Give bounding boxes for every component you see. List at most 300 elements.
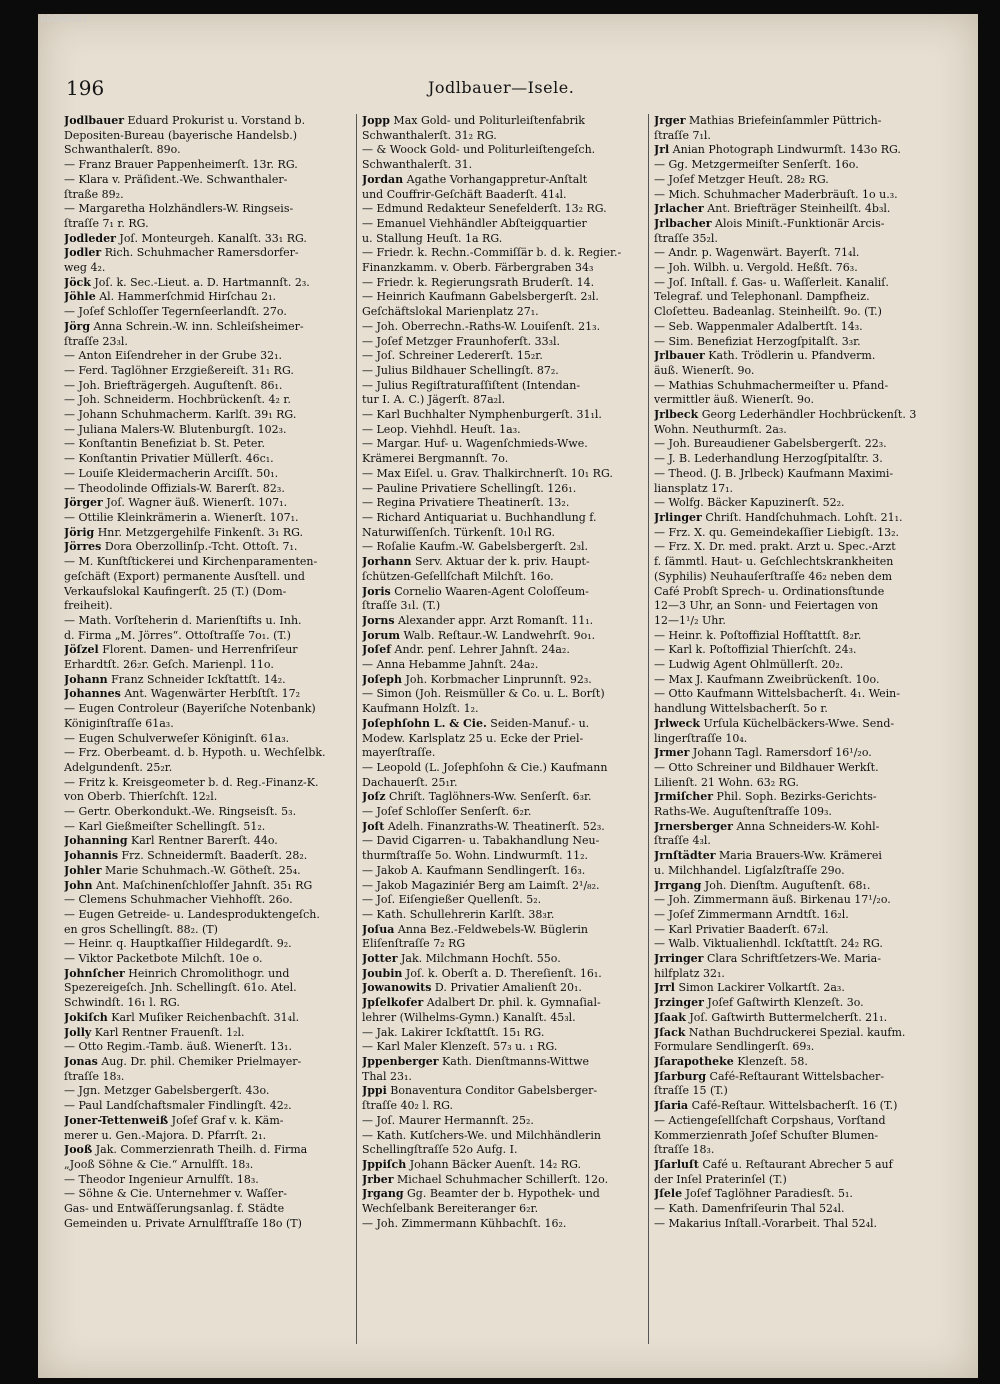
directory-line xyxy=(654,805,938,820)
entry-text: — Gertr. Oberkondukt.-We. Ringseisſt. 5₃. xyxy=(64,805,297,819)
directory-line xyxy=(362,643,646,658)
running-head: Jodlbauer—Isele. xyxy=(428,78,575,97)
directory-line xyxy=(654,158,938,173)
directory-line xyxy=(362,967,646,982)
entry-text: — Heinr. q. Hauptkaſſier Hildegardſt. 9₂. xyxy=(64,937,292,951)
entry-surname: Jrmer xyxy=(654,746,690,760)
directory-line xyxy=(362,555,646,570)
directory-line xyxy=(654,129,938,144)
directory-line xyxy=(362,114,646,129)
entry-text: Georg Lederhändler Hochbrückenſt. 3 xyxy=(698,408,917,422)
entry-text: mayerſtraſſe. xyxy=(362,746,436,760)
entry-text: — J. B. Lederhandlung Herzogſpitalſtr. 3. xyxy=(654,452,883,466)
directory-line xyxy=(362,1202,646,1217)
entry-surname: Johann xyxy=(64,672,108,686)
entry-text: — Margar. Huf- u. Wagenſchmieds-Wwe. xyxy=(362,437,588,451)
directory-line xyxy=(64,834,348,849)
directory-line xyxy=(654,1143,938,1158)
directory-line xyxy=(654,1026,938,1041)
entry-text: Walb. Reſtaur.-W. Landwehrſt. 9o₁. xyxy=(399,628,596,642)
directory-line xyxy=(654,1129,938,1144)
directory-line xyxy=(64,717,348,732)
directory-line xyxy=(654,1084,938,1099)
directory-line xyxy=(362,570,646,585)
directory-line xyxy=(64,585,348,600)
directory-line xyxy=(64,467,348,482)
directory-line xyxy=(654,143,938,158)
entry-text: von Oberb. Thierſchſt. 12₂l. xyxy=(64,790,218,804)
directory-line xyxy=(362,732,646,747)
entry-text: — Gg. Metzgermeiſter Senſerſt. 16o. xyxy=(654,158,859,172)
directory-line xyxy=(362,923,646,938)
entry-text: freiheit). xyxy=(64,599,113,613)
entry-text: — Otto Schreiner und Bildhauer Werkſt. xyxy=(654,760,879,774)
directory-line xyxy=(362,129,646,144)
directory-line xyxy=(654,1202,938,1217)
directory-line xyxy=(654,246,938,261)
entry-surname: Joſephſohn L. & Cie. xyxy=(362,716,487,730)
directory-column-3 xyxy=(654,114,938,1231)
directory-line xyxy=(64,1129,348,1144)
directory-line xyxy=(64,335,348,350)
directory-line xyxy=(64,393,348,408)
directory-line xyxy=(64,1114,348,1129)
entry-surname: Johler xyxy=(64,863,102,877)
directory-line xyxy=(362,761,646,776)
entry-text: — Joh. Oberrechn.-Raths-W. Louiſenſt. 21₃. xyxy=(362,319,601,333)
directory-line xyxy=(64,1011,348,1026)
directory-line xyxy=(654,717,938,732)
directory-line xyxy=(654,599,938,614)
directory-line xyxy=(654,981,938,996)
entry-text: lehrer (Wilhelms-Gymn.) Kanalſt. 45₃l. xyxy=(362,1010,576,1024)
entry-text: — Jakob Magaziniér Berg am Laimſt. 2¹/₈₂. xyxy=(362,878,600,892)
entry-text: — Theodor Ingenieur Arnulfſt. 18₃. xyxy=(64,1172,259,1186)
entry-text: Gas- und Entwäſſerungsanlag. f. Städte xyxy=(64,1202,285,1216)
entry-text: — Max J. Kaufmann Zweibrückenſt. 10o. xyxy=(654,672,880,686)
directory-line xyxy=(64,143,348,158)
directory-line xyxy=(64,820,348,835)
entry-surname: Jokiſch xyxy=(64,1010,108,1024)
directory-line xyxy=(64,673,348,688)
entry-text: — Joſ. Maurer Hermannſt. 25₂. xyxy=(362,1113,534,1127)
directory-line xyxy=(654,879,938,894)
directory-column-2 xyxy=(362,114,646,1231)
directory-line xyxy=(362,717,646,732)
entry-text: Café-Reſtaurant Wittelsbacher- xyxy=(706,1069,885,1083)
entry-text: und Couffrir-Geſchäft Baaderſt. 41₄l. xyxy=(362,187,567,201)
directory-line xyxy=(64,423,348,438)
directory-line xyxy=(654,437,938,452)
directory-line xyxy=(64,776,348,791)
entry-text: Schwindſt. 16₁ l. RG. xyxy=(64,996,180,1010)
entry-text: Nathan Buchdruckerei Spezial. kaufm. xyxy=(685,1025,906,1039)
entry-text: — Ludwig Agent Ohlmüllerſt. 20₂. xyxy=(654,658,844,672)
entry-text: Serv. Aktuar der k. priv. Haupt- xyxy=(411,555,590,569)
directory-line xyxy=(654,1055,938,1070)
entry-text: — Heinr. k. Poſtoffizial Hofſtattſt. 8₂r. xyxy=(654,628,862,642)
entry-text: — Theodolinde Offizials-W. Barerſt. 82₃. xyxy=(64,481,285,495)
directory-line xyxy=(654,761,938,776)
entry-surname: Johnſcher xyxy=(64,966,125,980)
entry-text: Joſef Taglöhner Paradiesſt. 5₁. xyxy=(682,1187,853,1201)
directory-line xyxy=(64,188,348,203)
entry-text: Lilienſt. 21 Wohn. 63₂ RG. xyxy=(654,775,799,789)
directory-line xyxy=(362,261,646,276)
directory-line xyxy=(64,1099,348,1114)
directory-line xyxy=(362,952,646,967)
directory-line xyxy=(64,879,348,894)
entry-text: Rich. Schuhmacher Ramersdorfer- xyxy=(101,246,299,260)
entry-text: Urſula Küchelbäckers-Wwe. Send- xyxy=(699,716,895,730)
entry-text: Kath. Trödlerin u. Pfandverm. xyxy=(704,349,876,363)
directory-line xyxy=(654,496,938,511)
entry-text: — Max Eiſel. u. Grav. Thalkirchnerſt. 10₁ RG. xyxy=(362,466,613,480)
entry-text: Königinſtraſſe 61a₃. xyxy=(64,716,174,730)
directory-line xyxy=(362,1129,646,1144)
entry-text: Joh. Korbmacher Linprunnſt. 92₃. xyxy=(401,672,592,686)
entry-text: Schellingſtraſſe 52o Aufg. I. xyxy=(362,1143,518,1157)
directory-line xyxy=(654,540,938,555)
directory-line xyxy=(654,849,938,864)
entry-text: Alexander appr. Arzt Romanſt. 11₁. xyxy=(394,613,594,627)
directory-line xyxy=(64,923,348,938)
directory-line xyxy=(64,981,348,996)
directory-line xyxy=(64,996,348,1011)
entry-text: Modew. Karlsplatz 25 u. Ecke der Priel- xyxy=(362,731,584,745)
entry-text: Maria Brauers-Ww. Krämerei xyxy=(715,849,882,863)
entry-text: Joh. Dienſtm. Auguſtenſt. 68₁. xyxy=(701,878,871,892)
entry-surname: Jſarburg xyxy=(654,1069,707,1083)
directory-line xyxy=(654,1158,938,1173)
entry-text: — Julius Regiſtraturaſſiſtent (Intendan- xyxy=(362,378,581,392)
entry-text: „Jooß Söhne & Cie.“ Arnulfſt. 18₃. xyxy=(64,1157,254,1171)
directory-line xyxy=(362,702,646,717)
entry-text: — Kath. Schullehrerin Karlſt. 38₃r. xyxy=(362,907,555,921)
entry-text: — Regina Privatiere Theatinerſt. 13₂. xyxy=(362,496,570,510)
entry-text: — Frz. X. qu. Gemeindekaſſier Liebigſt. 13₂. xyxy=(654,525,899,539)
entry-text: — Anna Hebamme Jahnſt. 24a₂. xyxy=(362,658,539,672)
directory-line xyxy=(362,379,646,394)
directory-line xyxy=(362,1055,646,1070)
entry-text: Geſchäftslokal Marienplatz 27₁. xyxy=(362,305,539,319)
directory-line xyxy=(362,937,646,952)
entry-surname: Jörig xyxy=(64,525,95,539)
directory-line xyxy=(362,1173,646,1188)
directory-line xyxy=(654,379,938,394)
entry-text: en gros Schellingſt. 88₂. (T) xyxy=(64,922,218,936)
directory-line xyxy=(64,217,348,232)
directory-line xyxy=(654,202,938,217)
directory-line xyxy=(64,320,348,335)
entry-text: ſtraſſe 15 (T.) xyxy=(654,1084,728,1098)
entry-surname: Joris xyxy=(362,584,391,598)
entry-text: ſtraße 89₂. xyxy=(64,187,124,201)
entry-text: ſtraſſe 18₃. xyxy=(64,1069,125,1083)
entry-text: Heinrich Chromolithogr. und xyxy=(124,966,290,980)
entry-surname: Jrger xyxy=(654,114,686,127)
entry-text: Anna Schrein.-W. inn. Schleiſsheimer- xyxy=(90,319,304,333)
directory-line xyxy=(362,599,646,614)
page-number: 196 xyxy=(66,76,105,100)
entry-text: Telegraf. und Telephonanl. Dampfheiz. xyxy=(654,290,870,304)
directory-line xyxy=(654,732,938,747)
directory-line xyxy=(654,643,938,658)
entry-surname: Jppenberger xyxy=(362,1055,439,1068)
directory-line xyxy=(362,393,646,408)
entry-text: der Inſel Praterinſel (T.) xyxy=(654,1172,787,1186)
entry-text: Bonaventura Conditor Gabelsberger- xyxy=(386,1084,598,1098)
directory-line xyxy=(64,952,348,967)
directory-line xyxy=(362,1040,646,1055)
entry-surname: Jrnersberger xyxy=(654,819,733,833)
directory-line xyxy=(654,996,938,1011)
entry-text: Ant. Wagenwärter Herbſtſt. 17₂ xyxy=(120,687,301,701)
directory-line xyxy=(64,173,348,188)
entry-text: — Joh. Zimmermann Kühbachſt. 16₂. xyxy=(362,1216,567,1230)
entry-surname: Johannis xyxy=(64,849,119,863)
entry-surname: Jrlbacher xyxy=(654,216,712,230)
directory-line xyxy=(64,482,348,497)
directory-line xyxy=(362,173,646,188)
entry-text: — Joſ. Inſtall. f. Gas- u. Waſſerleit. Kanaliſ. xyxy=(654,275,889,289)
entry-text: — Simon (Joh. Reismüller & Co. u. L. Borſt) xyxy=(362,687,605,701)
entry-surname: Jörres xyxy=(64,540,102,554)
entry-text: — Friedr. k. Rechn.-Commiſſär b. d. k. Regier.- xyxy=(362,246,622,260)
entry-text: Anna Schneiders-W. Kohl- xyxy=(732,819,880,833)
entry-text: Cloſetteu. Badeanlag. Steinheilſt. 9o. (T.) xyxy=(654,305,882,319)
entry-text: — Friedr. k. Regierungsrath Bruderſt. 14. xyxy=(362,275,595,289)
book-page xyxy=(38,14,978,1378)
directory-line xyxy=(654,570,938,585)
entry-text: — Wolfg. Bäcker Kapuzinerſt. 52₂. xyxy=(654,496,845,510)
entry-text: Seiden-Manuf.- u. xyxy=(486,716,590,730)
entry-text: — Joh. Briefträgergeh. Auguſtenſt. 86₁. xyxy=(64,378,283,392)
entry-text: Erhardtſt. 26₂r. Geſch. Marienpl. 11o. xyxy=(64,658,274,672)
directory-line xyxy=(64,555,348,570)
entry-surname: Jörg xyxy=(64,319,91,333)
directory-line xyxy=(654,467,938,482)
entry-text: — Sim. Benefiziat Herzogſpitalſt. 3₃r. xyxy=(654,334,861,348)
directory-line xyxy=(64,526,348,541)
entry-surname: Joubin xyxy=(362,966,403,980)
entry-text: — Edmund Redakteur Senefelderſt. 13₂ RG. xyxy=(362,202,607,216)
entry-text: u. Milchhandel. Ligſalzſtraſſe 29o. xyxy=(654,863,845,877)
entry-text: — Paul Landſchaftsmaler Findlingſt. 42₂. xyxy=(64,1099,292,1113)
entry-text: — Joſef Metzger Fraunhoferſt. 33₃l. xyxy=(362,334,561,348)
entry-text: — David Cigarren- u. Tabakhandlung Neu- xyxy=(362,834,600,848)
entry-text: Ant. Maſchinenſchloſſer Jahnſt. 35₁ RG xyxy=(92,878,313,892)
entry-text: — Otto Regim.-Tamb. äuß. Wienerſt. 13₁. xyxy=(64,1040,292,1054)
entry-text: lingerſtraſſe 10₄. xyxy=(654,731,748,745)
entry-text: — Seb. Wappenmaler Adalbertſt. 14₃. xyxy=(654,319,863,333)
entry-text: 12—1¹/₂ Uhr. xyxy=(654,613,726,627)
entry-text: Kommerzienrath Joſef Schuſter Blumen- xyxy=(654,1128,879,1142)
entry-text: — Joſef Zimmermann Arndtſt. 16₂l. xyxy=(654,907,849,921)
directory-line xyxy=(362,834,646,849)
entry-text: — Karl Gießmeiſter Schellingſt. 51₂. xyxy=(64,819,266,833)
entry-text: Johann Bäcker Auenſt. 14₂ RG. xyxy=(406,1157,581,1171)
directory-line xyxy=(654,687,938,702)
directory-line xyxy=(362,540,646,555)
entry-text: u. Stallung Heuſt. 1a RG. xyxy=(362,231,503,245)
directory-line xyxy=(64,129,348,144)
entry-text: weg 4₂. xyxy=(64,261,106,275)
entry-text: Marie Schuhmach.-W. Götheſt. 25₄. xyxy=(101,863,301,877)
directory-line xyxy=(654,1187,938,1202)
entry-text: — Konſtantin Benefiziat b. St. Peter. xyxy=(64,437,265,451)
entry-text: Eduard Prokurist u. Vorstand b. xyxy=(124,114,306,127)
entry-text: — Louiſe Kleidermacherin Arciſſt. 50₁. xyxy=(64,466,279,480)
directory-line xyxy=(654,1011,938,1026)
entry-text: Spezereigeſch. Jnh. Schellingſt. 61o. Atel. xyxy=(64,981,297,995)
entry-text: — Karl k. Poſtoffizial Thierſchſt. 24₃. xyxy=(654,643,857,657)
entry-text: — Joh. Bureaudiener Gabelsbergerſt. 22₃. xyxy=(654,437,887,451)
directory-line xyxy=(654,967,938,982)
entry-text: — Eugen Getreide- u. Landesproduktengeſch. xyxy=(64,907,320,921)
directory-line xyxy=(362,349,646,364)
entry-text: — Leopold (L. Joſephſohn & Cie.) Kaufmann xyxy=(362,760,608,774)
entry-text: Formulare Sendlingerſt. 69₃. xyxy=(654,1040,815,1054)
directory-line xyxy=(362,511,646,526)
entry-surname: John xyxy=(64,878,93,892)
entry-surname: Jſarluſt xyxy=(654,1157,699,1171)
directory-line xyxy=(654,923,938,938)
entry-text: — M. Kunſtſtickerei und Kirchenparamenten- xyxy=(64,555,318,569)
directory-line xyxy=(64,805,348,820)
directory-line xyxy=(362,437,646,452)
entry-text: Schwanthalerſt. 31. xyxy=(362,158,473,172)
entry-surname: Jrlbeck xyxy=(654,408,699,422)
entry-surname: Jöhle xyxy=(64,290,96,304)
entry-text: f. ſämmtl. Haut- u. Geſchlechtskrankheiten xyxy=(654,555,894,569)
entry-text: Naturwiſſenſch. Türkenſt. 10₁l RG. xyxy=(362,525,555,539)
entry-surname: Jonas xyxy=(64,1055,98,1068)
entry-text: Schwanthalerſt. 89o. xyxy=(64,143,181,157)
entry-surname: Jolly xyxy=(64,1025,92,1039)
entry-text: Aug. Dr. phil. Chemiker Prielmayer- xyxy=(97,1055,302,1068)
entry-text: — Otto Kaufmann Wittelsbacherſt. 4₁. Wein- xyxy=(654,687,900,701)
entry-text: ſtraſſe 35₂l. xyxy=(654,231,718,245)
directory-line xyxy=(654,834,938,849)
directory-line xyxy=(654,526,938,541)
directory-line xyxy=(362,290,646,305)
directory-line xyxy=(362,1099,646,1114)
entry-text: — Jak. Lakirer Ickſtattſt. 15₁ RG. xyxy=(362,1025,545,1039)
entry-text: Dachauerſt. 25₁r. xyxy=(362,775,458,789)
entry-text: — Joſef Schloſſer Senſerſt. 6₂r. xyxy=(362,805,532,819)
directory-line xyxy=(654,1070,938,1085)
directory-line xyxy=(64,687,348,702)
entry-text: — Joſ. Schreiner Ledererſt. 15₂r. xyxy=(362,349,543,363)
directory-line xyxy=(362,496,646,511)
directory-line xyxy=(654,585,938,600)
entry-text: geſchäft (Export) permanente Ausſtell. und xyxy=(64,569,305,583)
directory-line xyxy=(654,790,938,805)
directory-line xyxy=(654,937,938,952)
directory-line xyxy=(64,246,348,261)
directory-line xyxy=(654,614,938,629)
entry-text: merer u. Gen.-Majora. D. Pfarrſt. 2₁. xyxy=(64,1128,267,1142)
entry-text: handlung Wittelsbacherſt. 5o r. xyxy=(654,702,828,716)
entry-surname: Jppiſch xyxy=(362,1157,407,1171)
entry-text: Anna Bez.-Feldwebels-W. Büglerin xyxy=(394,922,589,936)
directory-line xyxy=(64,732,348,747)
entry-surname: Joſeph xyxy=(362,672,402,686)
entry-text: — Jakob A. Kaufmann Sendlingerſt. 16₃. xyxy=(362,863,586,877)
entry-text: — Julius Bildhauer Schellingſt. 87₂. xyxy=(362,363,559,377)
entry-surname: Jodleder xyxy=(64,231,116,245)
entry-text: Café Probſt Sprech- u. Ordinationsſtunde xyxy=(654,584,885,598)
entry-text: Krämerei Bergmannſt. 7o. xyxy=(362,452,509,466)
entry-surname: Jörger xyxy=(64,496,103,510)
directory-line xyxy=(362,879,646,894)
entry-surname: Jrrgang xyxy=(654,878,702,892)
directory-line xyxy=(64,305,348,320)
directory-line xyxy=(362,687,646,702)
entry-text: — Ottilie Kleinkrämerin a. Wienerſt. 107₁. xyxy=(64,510,299,524)
entry-text: — Joſ. Eiſengießer Quellenſt. 5₂. xyxy=(362,893,542,907)
directory-line xyxy=(654,1040,938,1055)
entry-text: Raths-We. Auguſtenſtraſſe 109₃. xyxy=(654,805,832,819)
entry-text: Wechſelbank Bereiteranger 6₂r. xyxy=(362,1202,539,1216)
entry-surname: Johannes xyxy=(64,687,121,701)
directory-line xyxy=(654,188,938,203)
directory-line xyxy=(654,893,938,908)
entry-text: Kaufmann Holzſt. 1₂. xyxy=(362,702,479,716)
entry-surname: Joſef xyxy=(362,643,392,657)
directory-line xyxy=(362,1217,646,1232)
directory-line xyxy=(654,423,938,438)
entry-text: — Joh. Schneiderm. Hochbrückenſt. 4₂ r. xyxy=(64,393,291,407)
directory-line xyxy=(362,143,646,158)
directory-line xyxy=(64,746,348,761)
entry-text: Adelh. Finanzraths-W. Theatinerſt. 52₃. xyxy=(384,819,605,833)
entry-text: Simon Lackirer Volkartſt. 2a₃. xyxy=(674,981,845,995)
entry-text: ſtraſſe 7₁ r. RG. xyxy=(64,216,149,230)
entry-surname: Jodler xyxy=(64,246,102,260)
directory-line xyxy=(64,908,348,923)
directory-line xyxy=(64,114,348,129)
directory-line xyxy=(64,629,348,644)
directory-line xyxy=(654,820,938,835)
entry-text: — Kath. Damenfriſeurin Thal 52₄l. xyxy=(654,1202,845,1216)
entry-text: Thal 23₁. xyxy=(362,1069,412,1083)
directory-line xyxy=(362,585,646,600)
entry-text: — Leop. Viehhdl. Heuſt. 1a₃. xyxy=(362,422,521,436)
entry-text: tur I. A. C.) Jägerſt. 87a₂l. xyxy=(362,393,506,407)
entry-text: — Eugen Schulverweſer Königinſt. 61a₃. xyxy=(64,731,290,745)
entry-surname: Jodlbauer xyxy=(64,114,125,127)
entry-text: — Karl Buchhalter Nymphenburgerſt. 31₁l. xyxy=(362,408,602,422)
directory-line xyxy=(654,290,938,305)
entry-text: — Ferd. Taglöhner Erzgießereiſt. 31₁ RG. xyxy=(64,363,294,377)
directory-line xyxy=(654,114,938,129)
directory-line xyxy=(64,437,348,452)
directory-line xyxy=(64,864,348,879)
directory-line xyxy=(64,379,348,394)
directory-line xyxy=(654,276,938,291)
entry-surname: Jrlbauer xyxy=(654,349,705,363)
entry-text: Depositen-Bureau (bayerische Handelsb.) xyxy=(64,128,298,142)
directory-line xyxy=(362,1084,646,1099)
directory-line xyxy=(64,1026,348,1041)
entry-text: Chriſt. Handſchuhmach. Lohſt. 21₁. xyxy=(701,510,903,524)
directory-line xyxy=(64,511,348,526)
entry-text: Andr. penſ. Lehrer Jahnſt. 24a₂. xyxy=(391,643,570,657)
entry-text: ſtraſſe 7₁l. xyxy=(654,128,711,142)
entry-text: — Klara v. Präſident.-We. Schwanthaler- xyxy=(64,172,288,186)
